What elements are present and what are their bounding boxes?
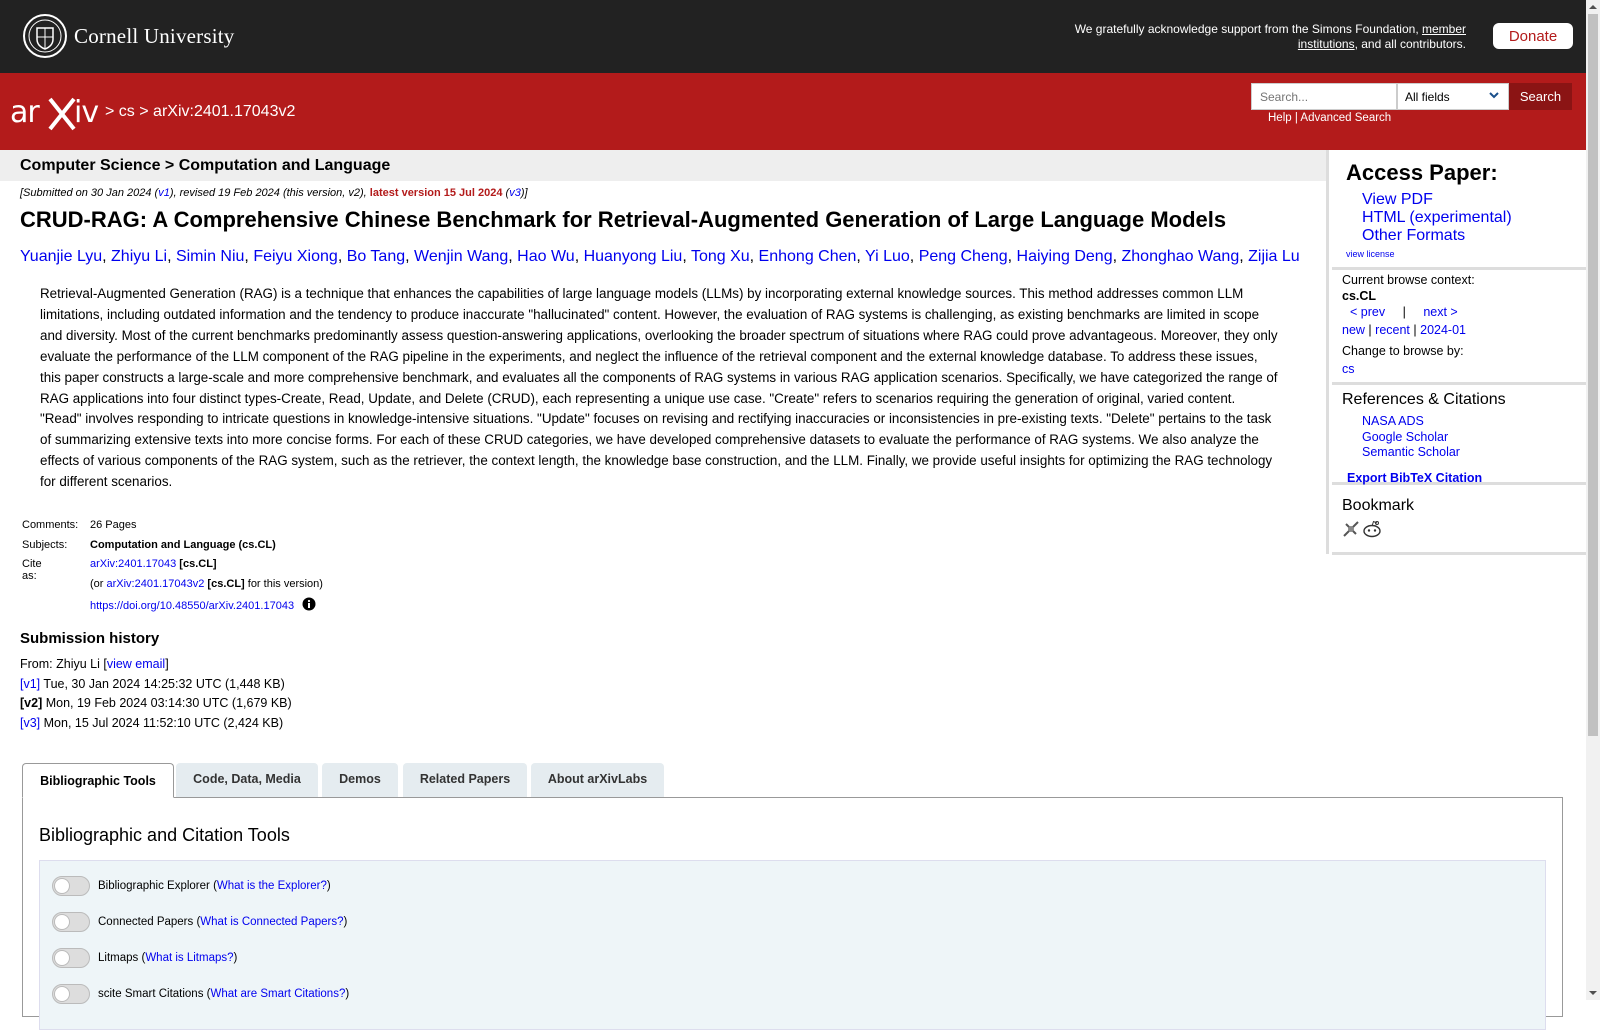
arxiv-logo[interactable] [10, 91, 102, 133]
author-separator: , [1112, 248, 1122, 265]
author-link[interactable]: Zijia Lu [1248, 248, 1300, 265]
author-link[interactable]: Haiying Deng [1016, 248, 1113, 265]
tab-code-data-media[interactable]: Code, Data, Media [176, 763, 318, 797]
breadcrumb-cs[interactable]: cs [118, 103, 135, 120]
author-separator: , [244, 248, 254, 265]
author-link[interactable]: Simin Niu [175, 248, 245, 265]
author-link[interactable]: Bo Tang [346, 248, 406, 265]
reference-links [1362, 414, 1460, 461]
author-link[interactable]: Enhong Chen [758, 248, 857, 265]
author-separator: , [167, 248, 176, 265]
version-v1-link[interactable]: [v1] [20, 676, 41, 691]
search-field-select[interactable]: All fields [1397, 83, 1509, 110]
what-is-explorer-link[interactable]: What is the Explorer? [216, 880, 327, 892]
help-links: Help | Advanced Search [1268, 112, 1392, 124]
view-license-link[interactable]: view license [1346, 249, 1395, 259]
author-separator: , [909, 248, 919, 265]
connected-papers-toggle[interactable] [52, 912, 90, 932]
author-link[interactable]: Feiyu Xiong [253, 248, 338, 265]
help-link[interactable]: Help [1268, 112, 1292, 124]
access-paper-title: Access Paper: [1346, 160, 1498, 185]
cornell-header [0, 0, 1586, 73]
search-input[interactable]: Search... [1251, 83, 1397, 110]
bookmark-title: Bookmark [1342, 497, 1415, 514]
submitter-line: From: Zhiyu Li [view email] [20, 657, 169, 671]
tab-related-papers[interactable]: Related Papers [403, 763, 527, 797]
html-link[interactable]: HTML (experimental) [1362, 209, 1512, 226]
submission-history-title: Submission history [20, 630, 160, 647]
version-row: [v2] Mon, 19 Feb 2024 03:14:30 UTC (1,679 KB) [20, 696, 292, 710]
tool-row: Litmaps ( What is Litmaps? ) [52, 947, 237, 969]
author-separator: , [749, 248, 759, 265]
what-is-connected-papers-link[interactable]: What is Connected Papers? [200, 916, 344, 928]
author-link[interactable]: Zhiyu Li [111, 248, 168, 265]
scroll-up-icon[interactable] [1589, 3, 1597, 11]
submission-history [20, 655, 292, 733]
search-button[interactable]: Search [1509, 83, 1572, 110]
doi-link[interactable]: https://doi.org/10.48550/arXiv.2401.17043 [90, 600, 295, 613]
subject-heading: Computer Science > Computation and Language [20, 157, 391, 174]
author-separator: , [337, 248, 347, 265]
browse-context: Current browse context: cs.CL < prev | next > new | recent | 2024-01 Change to browse by: cs [1342, 273, 1475, 376]
author-link[interactable]: Peng Cheng [918, 248, 1008, 265]
author-link[interactable]: Tong Xu [690, 248, 750, 265]
view-email-link[interactable]: view email [106, 657, 166, 671]
scite-toggle[interactable] [52, 984, 90, 1004]
other-formats-link[interactable]: Other Formats [1362, 227, 1466, 244]
arxiv-header [0, 73, 1586, 150]
author-separator: , [508, 248, 518, 265]
tab-about-arxivlabs[interactable]: About arXivLabs [531, 763, 664, 797]
tool-row: scite Smart Citations ( What are Smart Citations? ) [52, 983, 349, 1005]
author-list [20, 246, 1330, 268]
donate-button[interactable]: Donate [1493, 23, 1573, 49]
tool-row: Connected Papers ( What is Connected Papers? ) [52, 911, 347, 933]
advanced-search-link[interactable]: Advanced Search [1300, 112, 1392, 124]
bibliographic-tools-panel [22, 797, 1563, 1017]
author-link[interactable]: Wenjin Wang [414, 248, 509, 265]
export-bibtex-link[interactable]: Export BibTeX Citation [1347, 471, 1483, 485]
info-icon[interactable] [302, 597, 316, 611]
author-separator: , [405, 248, 415, 265]
browse-cs-link[interactable]: cs [1342, 362, 1355, 376]
author-separator: , [1239, 248, 1249, 265]
panel-title: Bibliographic and Citation Tools [39, 825, 290, 845]
month-link[interactable]: 2024-01 [1420, 323, 1466, 337]
breadcrumb-paper-id: arXiv:2401.17043v2 [153, 103, 296, 120]
dateline-v3-link[interactable]: v3 [509, 187, 521, 199]
paper-title: CRUD-RAG: A Comprehensive Chinese Benchmark for Retrieval-Augmented Generation of Large Language Models [20, 207, 1227, 232]
tab-bibliographic-tools[interactable]: Bibliographic Tools [22, 763, 174, 798]
recent-link[interactable]: recent [1375, 323, 1410, 337]
author-separator: , [856, 248, 866, 265]
author-separator: , [1007, 248, 1017, 265]
cornell-university-name: Cornell University [74, 23, 235, 48]
version-row: [v1] Tue, 30 Jan 2024 14:25:32 UTC (1,448 KB) [20, 676, 285, 691]
svg-text:ar: ar [10, 95, 39, 130]
new-link[interactable]: new [1342, 323, 1365, 337]
svg-text:iv: iv [74, 95, 99, 130]
page-scrollbar[interactable] [1586, 0, 1600, 1000]
litmaps-toggle[interactable] [52, 948, 90, 968]
author-separator: , [574, 248, 584, 265]
dateline-v1-link[interactable]: v1 [158, 187, 170, 199]
chevron-down-icon [1488, 89, 1500, 101]
author-link[interactable]: Yuanjie Lyu [20, 248, 103, 265]
support-message: We gratefully acknowledge support from the Simons Foundation, member institutions, and all contributors. [1074, 22, 1466, 51]
bibliographic-explorer-toggle[interactable] [52, 876, 90, 896]
cite-version-link[interactable]: arXiv:2401.17043v2 [106, 577, 205, 590]
google-scholar-link[interactable]: Google Scholar [1362, 429, 1449, 444]
nasa-ads-link[interactable]: NASA ADS [1362, 414, 1424, 428]
version-v3-link[interactable]: [v3] [20, 715, 41, 730]
tool-row: Bibliographic Explorer ( What is the Explorer? ) [52, 875, 331, 897]
tab-demos[interactable]: Demos [322, 763, 398, 797]
what-are-smart-citations-link[interactable]: What are Smart Citations? [210, 988, 346, 1000]
bookmark-icons [1342, 520, 1382, 538]
subject-header [0, 150, 1326, 181]
scroll-thumb[interactable] [1588, 14, 1598, 736]
access-links [1362, 191, 1512, 245]
author-link[interactable]: Hao Wu [517, 248, 575, 265]
tools-box [39, 860, 1546, 1030]
view-pdf-link[interactable]: View PDF [1362, 191, 1433, 208]
author-separator: , [102, 248, 112, 265]
comments-value: 26 Pages [90, 519, 137, 531]
what-is-litmaps-link[interactable]: What is Litmaps? [145, 952, 234, 964]
author-link[interactable]: Huanyong Liu [583, 248, 683, 265]
browse-context-value: cs.CL [1342, 289, 1377, 303]
version-row: [v3] Mon, 15 Jul 2024 11:52:10 UTC (2,424 KB) [20, 715, 284, 730]
author-link[interactable]: Zhonghao Wang [1121, 248, 1240, 265]
author-separator: , [682, 248, 691, 265]
author-link[interactable]: Yi Luo [865, 248, 910, 265]
version-v2-current: [v2] [20, 696, 43, 710]
cite-id-link[interactable]: arXiv:2401.17043 [90, 558, 177, 571]
latest-version-notice: latest version 15 Jul 2024 [369, 187, 503, 199]
subjects-value: Computation and Language (cs.CL) [90, 538, 276, 551]
abstract: Retrieval-Augmented Generation (RAG) is a technique that enhances the capabilities of large language models (LLMs) by incorporating external knowledge sources. This method addresses common LLM limitations, including outdated information and the tendency to produce inaccurate "hallucinated" content. However, the evaluation of RAG systems is challenging, as existing benchmarks are limited in scope and diversity. Most of the current benchmarks predominantly assess question-answering applications, overlooking the broader spectrum of situations where RAG could prove advantageous. Moreover, they only evaluate the performance of the LLM component of the RAG pipeline in the experiments, and neglect the influence of the retrieval component and the external knowledge database. To address these issues, this paper constructs a large-scale and more comprehensive benchmark, and evaluates all the components of RAG systems in various RAG application scenarios. Specifically, we have categorized the range of RAG applications into four distinct types-Create, Read, Update, and Delete (CRUD), each representing a unique use case. "Create" refers to scenarios requiring the generation of original, varied content. "Read" involves responding to intricate questions in knowledge-intensive situations. "Update" focuses on revising and rectifying inaccuracies or inconsistencies in pre-existing texts. "Delete" pertains to the task of summarizing extensive texts into more concise forms. For each of these CRUD categories, we have developed comprehensive datasets to evaluate the performance of RAG systems. We also analyze the effects of various components of the RAG system, such as the retriever, the context length, the knowledge base construction, and the LLM. Finally, we provide useful insights for optimizing the RAG technology for different scenarios. [40, 286, 1278, 490]
references-title: References & Citations [1342, 391, 1506, 408]
reddit-icon[interactable] [1362, 520, 1382, 538]
next-link[interactable]: next > [1423, 305, 1458, 319]
scroll-down-icon[interactable] [1589, 989, 1597, 997]
breadcrumb: > cs > arXiv:2401.17043v2 [105, 103, 296, 120]
submission-dateline: [Submitted on 30 Jan 2024 (v1), revised 19 Feb 2024 (this version, v2), latest version 15 Jul 2024 (v3)] [20, 187, 528, 199]
member-institutions-link[interactable]: member institutions [1297, 22, 1466, 51]
prev-link[interactable]: < prev [1350, 305, 1386, 319]
bibsonomy-icon[interactable] [1342, 520, 1360, 538]
cornell-logo[interactable] [22, 13, 235, 59]
cornell-seal-icon [22, 13, 68, 59]
semantic-scholar-link[interactable]: Semantic Scholar [1362, 445, 1460, 459]
